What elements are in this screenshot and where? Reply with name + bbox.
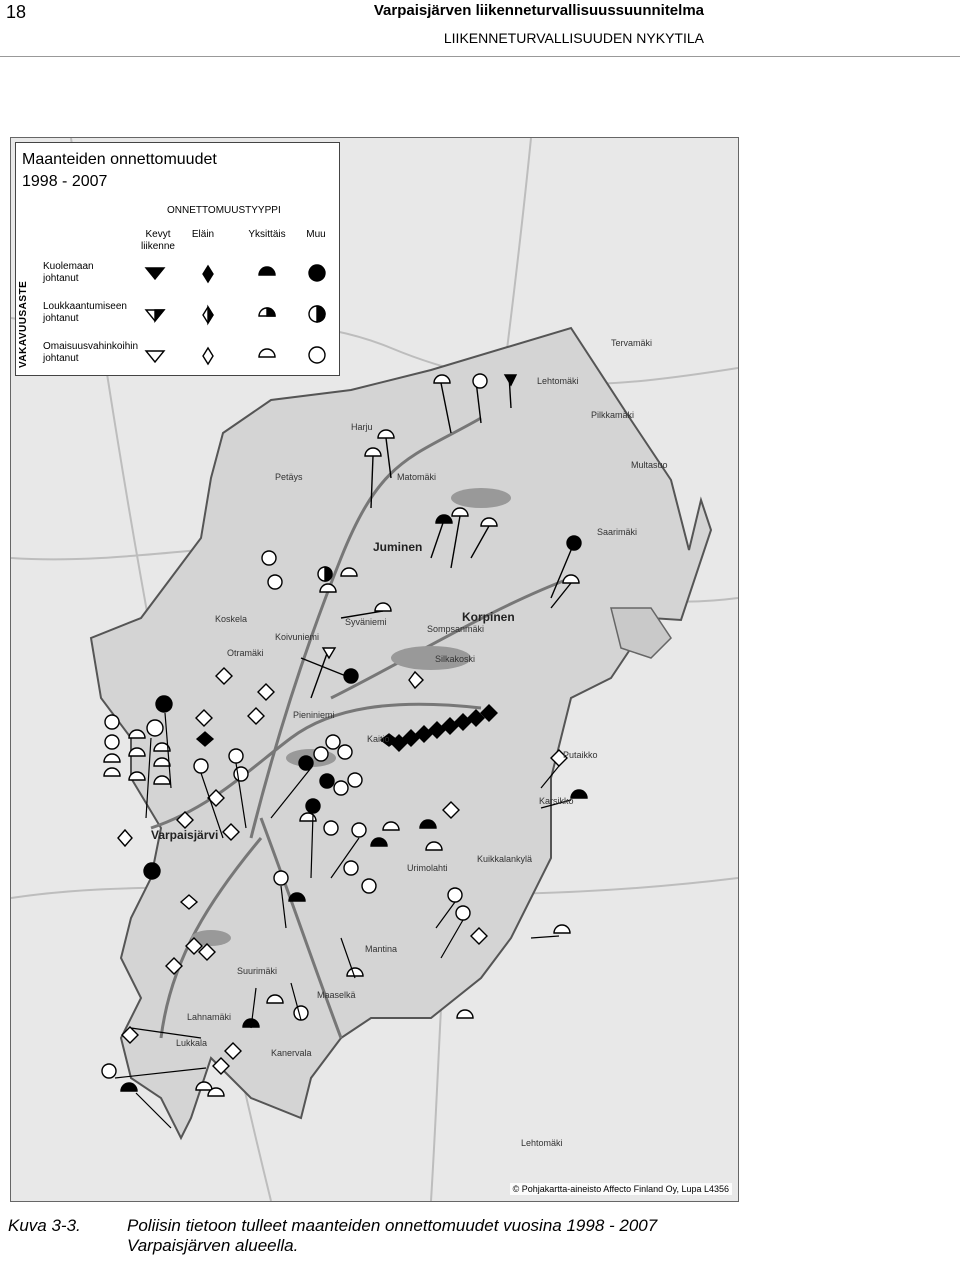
municipality-area [91,328,711,1138]
place-label: Sompsanmäki [427,624,485,634]
accident-type-heading: ONNETTOMUUSTYYPPI [167,205,281,216]
place-label: Korpinen [462,610,515,624]
place-label: Mantina [365,944,398,954]
row-property: Omaisuusvahinkoihin johtanut [43,341,139,364]
column-animal: Eläin [191,229,215,240]
place-label: Kuikkalankylä [477,854,533,864]
place-label: Silkakoski [435,654,476,664]
caption-label: Kuva 3-3. [8,1216,81,1235]
place-label: Koivuniemi [275,632,320,642]
legend-title-line2: 1998 - 2007 [22,173,108,190]
triangle-icon [146,351,164,362]
column-other: Muu [306,229,326,240]
section-title: LIIKENNETURVALLISUUDEN NYKYTILA [443,30,704,46]
place-label: Lukkala [176,1038,208,1048]
legend-title-line1: Maanteiden onnettomuudet [22,151,217,168]
severity-heading: VAKAVUUSASTE [18,280,29,368]
place-label: Juminen [373,540,423,554]
map-copyright: © Pohjakartta-aineisto Affecto Finland Oy, Lupa L4356 [510,1183,732,1195]
place-label: Matomäki [397,472,437,482]
place-label: Suurimäki [237,966,278,976]
place-label: Lehtomäki [537,376,579,386]
place-label: Kaitio [367,734,390,744]
header-divider [0,56,960,57]
circle-icon [309,347,325,363]
place-label: Urimolahti [407,863,448,873]
place-label: Pieniniemi [293,710,335,720]
place-label: Multasuo [631,460,668,470]
page-number: 18 [6,2,27,22]
place-label: Pilkkamäki [591,410,635,420]
diamond-icon [203,266,213,282]
place-label: Karsikko [539,796,574,806]
place-label: Saarimäki [597,527,638,537]
half-circle-icon [259,349,275,357]
circle-icon [309,265,325,281]
place-label: Kanervala [271,1048,312,1058]
column-light-traffic: Kevyt liikenne [141,229,175,252]
diamond-icon [203,348,213,364]
caption-text: Poliisin tietoon tulleet maanteiden onnettomuudet vuosina 1998 - 2007 Varpaisjärven alueella. [127,1216,658,1255]
place-label: Harju [351,422,373,432]
place-label: Lahnamäki [187,1012,232,1022]
place-label: Lehtomäki [521,1138,563,1148]
half-circle-icon [259,267,275,275]
column-single: Yksittäis [248,229,286,240]
place-label: Petäys [275,472,303,482]
legend-symbols [16,143,339,375]
place-label: Tervamäki [611,338,653,348]
map-legend [15,142,340,376]
place-label: Putaikko [563,750,598,760]
triangle-icon [146,268,164,279]
row-fatal: Kuolemaan johtanut [43,261,94,284]
row-injury: Loukkaantumiseen johtanut [43,301,127,324]
document-title: Varpaisjärven liikenneturvallisuussuunnitelma [373,2,704,19]
place-label: Otramäki [227,648,264,658]
accident-map [10,137,739,1202]
place-label: Maaselkä [317,990,356,1000]
place-label: Koskela [215,614,248,624]
place-label: Syväniemi [345,617,387,627]
place-label: Varpaisjärvi [151,828,219,842]
